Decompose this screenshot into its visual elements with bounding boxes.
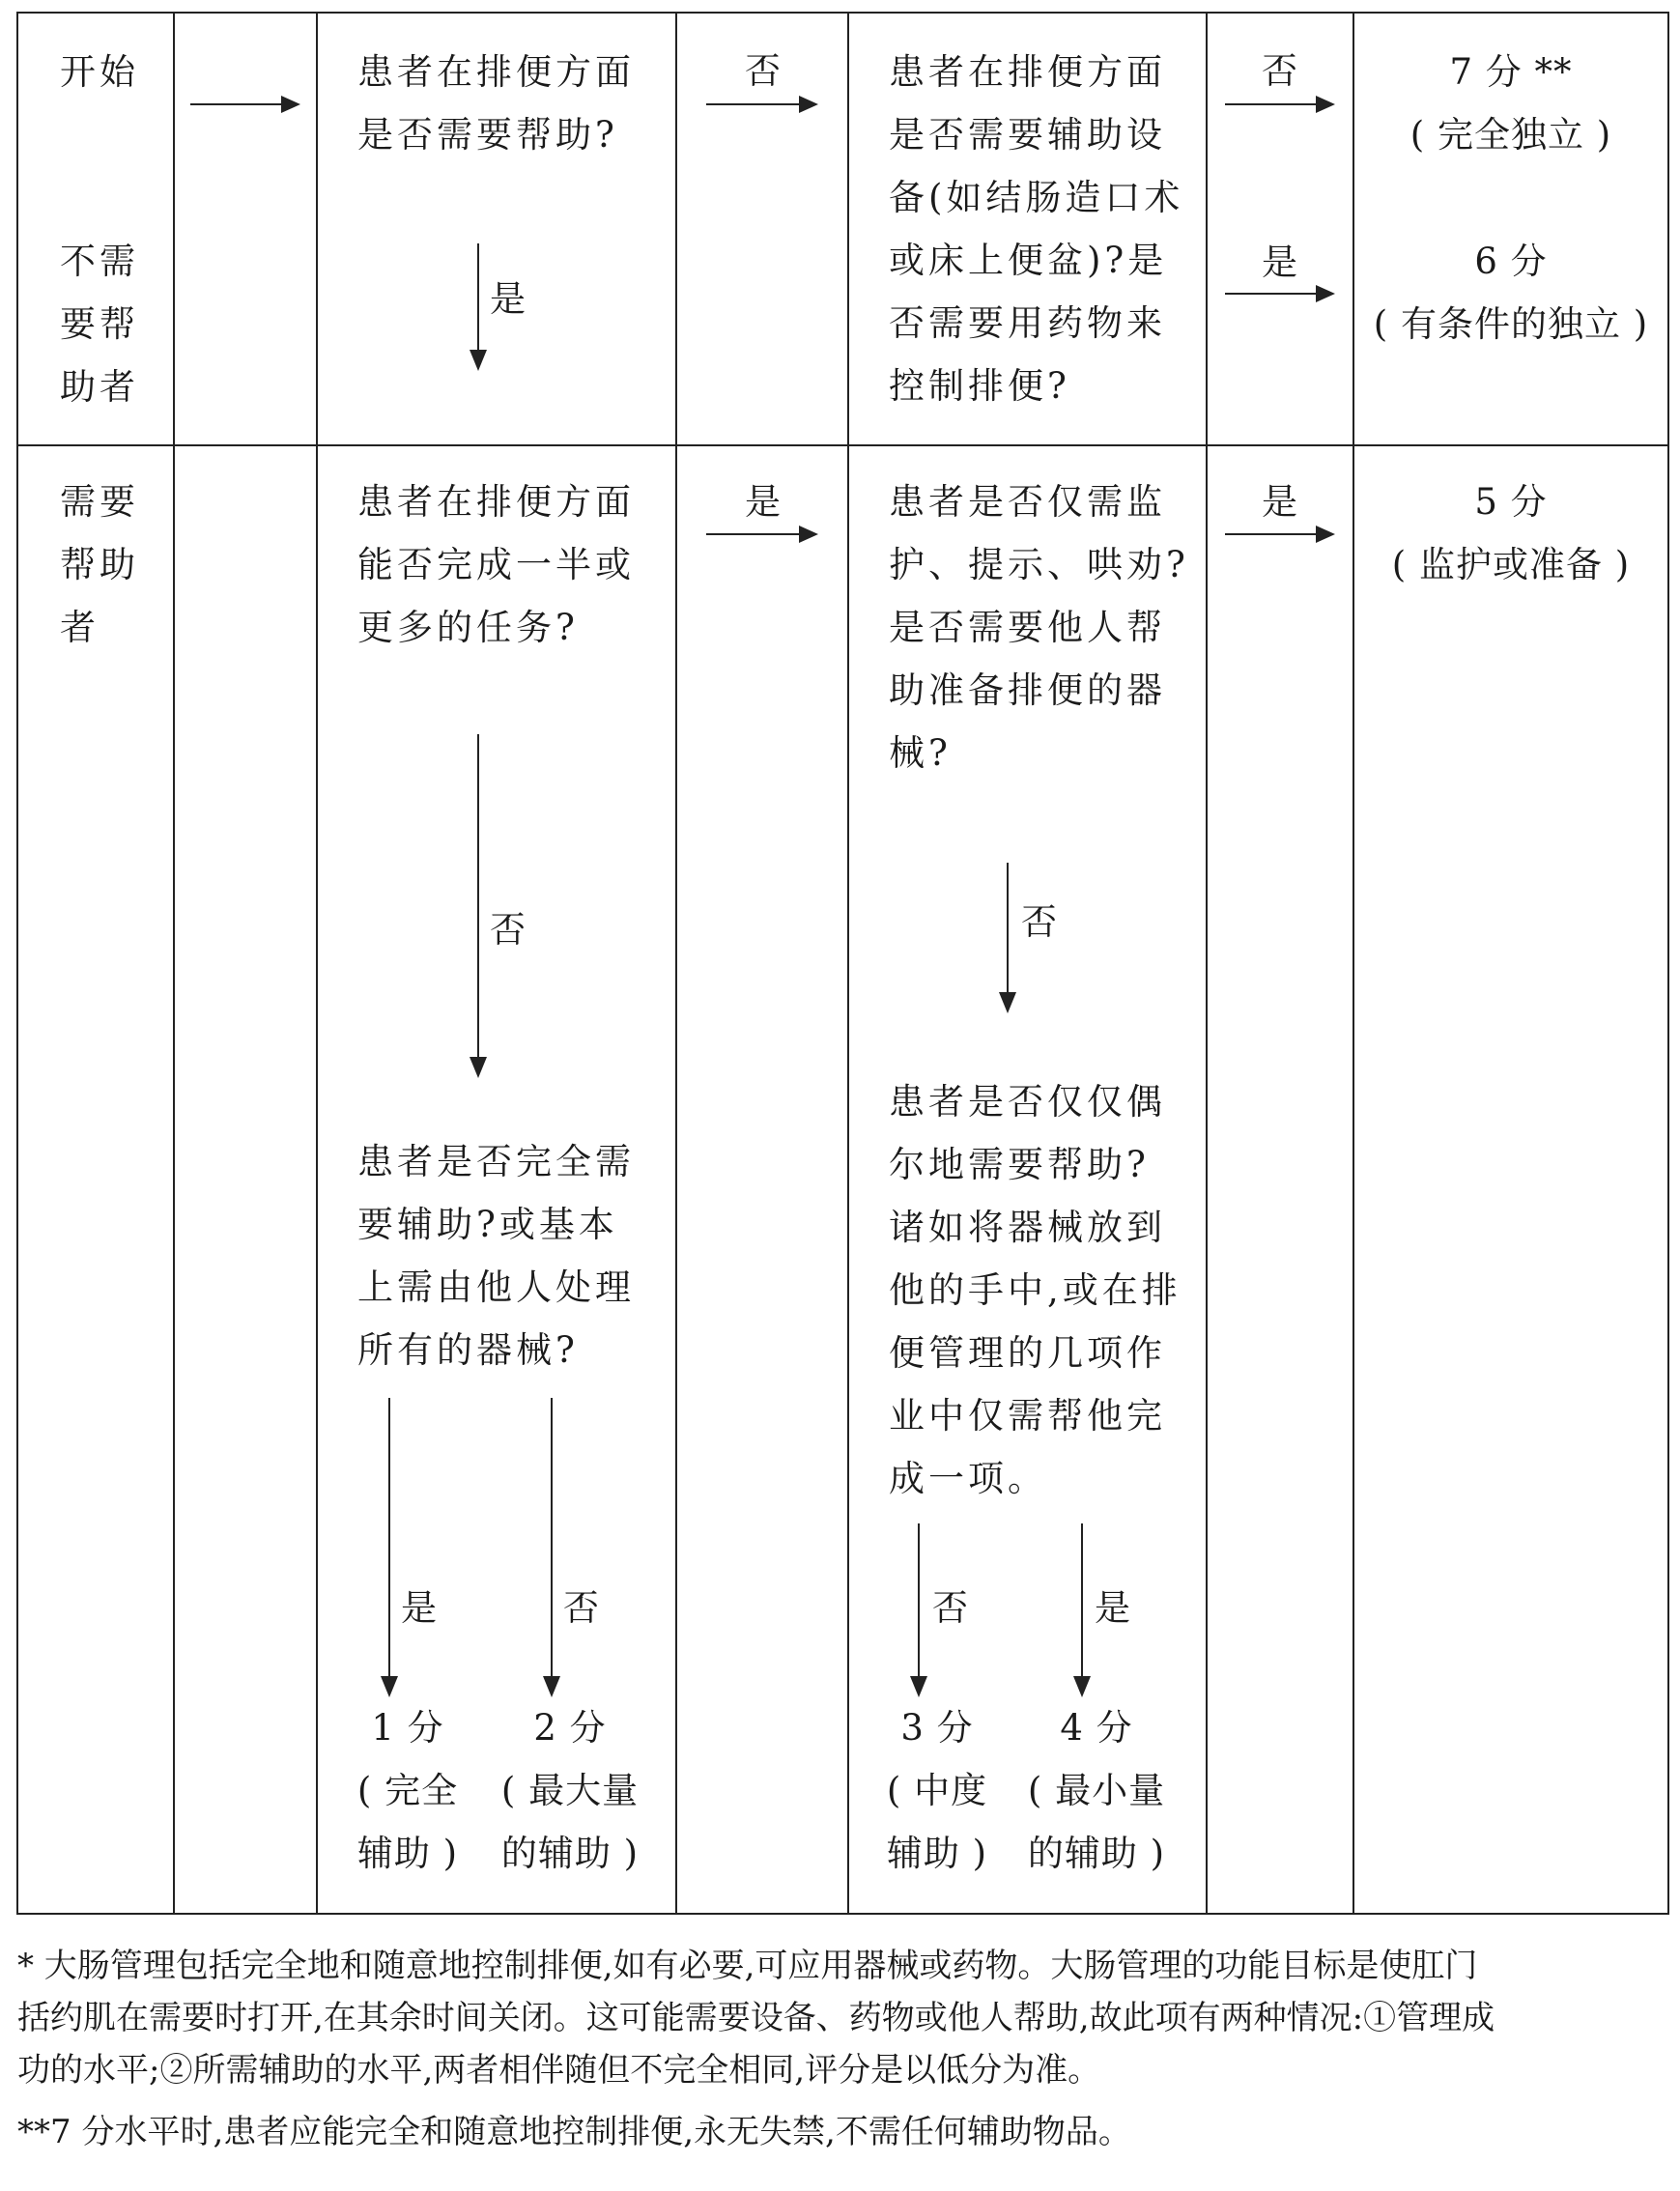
q4-no-label: 否 (1021, 901, 1057, 943)
question-occasional-help: 患者是否仅仅偶 尔地需要帮助? 诸如将器械放到 他的手中,或在排 便管理的几项作 业中仅需帮他完 成一项。 (889, 1081, 1182, 1499)
q3-no-label: 否 (490, 909, 526, 951)
score-2: 2 分 ( 最大量 的辅助 ) (500, 1707, 640, 1874)
q1-no-label: 否 (745, 50, 781, 92)
q6-no-arrow (909, 1523, 928, 1697)
q4-no-arrow (998, 863, 1017, 1013)
start-arrow (190, 95, 300, 114)
q3-no-arrow (469, 734, 488, 1078)
q4-yes-label: 是 (1262, 481, 1297, 523)
table-border-top (16, 12, 1669, 14)
q5-yes-label: 是 (401, 1587, 437, 1629)
question-need-help: 患者在排便方面 是否需要帮助? (357, 51, 635, 156)
table-border-left (16, 12, 18, 1915)
q1-yes-label: 是 (490, 278, 526, 320)
question-device-or-medication: 患者在排便方面 是否需要辅助设 备(如结肠造口术 或床上便盆)?是 否需要用药物来 控制排便? (889, 51, 1184, 407)
score-1: 1 分 ( 完全 辅助 ) (356, 1707, 459, 1874)
footnote-bowel-management: * 大肠管理包括完全地和随意地控制排便,如有必要,可应用器械或药物。大肠管理的功能目标是使肛门 括约肌在需要时打开,在其余时间关闭。这可能需要设备、药物或他人帮助,故此项有两种情况:①管理成 功的水平;②所需辅助的水平,两者相伴随但不完全相同,评分是以低分为准。 (17, 1947, 1495, 2090)
q6-yes-arrow (1072, 1523, 1092, 1697)
q2-no-arrow (1225, 95, 1335, 114)
q1-no-arrow (706, 95, 818, 114)
column-divider (675, 12, 677, 1915)
column-divider (173, 12, 175, 1915)
score-7: 7 分 ** ( 完全独立 ) (1409, 51, 1612, 156)
q2-no-label: 否 (1262, 50, 1297, 92)
row-divider (16, 444, 1669, 446)
column-divider (316, 12, 318, 1915)
no-help-label: 不需 要帮 助者 (60, 241, 139, 408)
score-3: 3 分 ( 中度 辅助 ) (886, 1707, 988, 1874)
q6-yes-label: 是 (1095, 1587, 1130, 1629)
q5-yes-arrow (380, 1398, 399, 1697)
column-divider (847, 12, 849, 1915)
start-label: 开始 (60, 51, 139, 93)
q4-yes-arrow (1225, 525, 1335, 544)
score-4: 4 分 ( 最小量 的辅助 ) (1027, 1707, 1166, 1874)
question-half-task: 患者在排便方面 能否完成一半或 更多的任务? (357, 481, 635, 648)
q3-yes-label: 是 (745, 481, 781, 523)
question-supervision: 患者是否仅需监 护、提示、哄劝? 是否需要他人帮 助准备排便的器 械? (889, 481, 1189, 774)
score-5: 5 分 ( 监护或准备 ) (1391, 481, 1631, 585)
column-divider (1206, 12, 1208, 1915)
need-help-label: 需要 帮助 者 (60, 481, 139, 648)
q2-yes-arrow (1225, 284, 1335, 303)
q5-no-arrow (542, 1398, 561, 1697)
score-6: 6 分 ( 有条件的独立 ) (1373, 241, 1649, 345)
footnote-level-7: **7 分水平时,患者应能完全和随意地控制排便,永无失禁,不需任何辅助物品。 (17, 2113, 1131, 2151)
q5-no-label: 否 (563, 1587, 599, 1629)
question-full-assistance: 患者是否完全需 要辅助?或基本 上需由他人处理 所有的器械? (357, 1141, 635, 1371)
q2-yes-label: 是 (1262, 242, 1297, 283)
table-border-bottom (16, 1913, 1669, 1915)
q3-yes-arrow (706, 525, 818, 544)
q6-no-label: 否 (932, 1587, 968, 1629)
q1-yes-arrow (469, 243, 488, 371)
